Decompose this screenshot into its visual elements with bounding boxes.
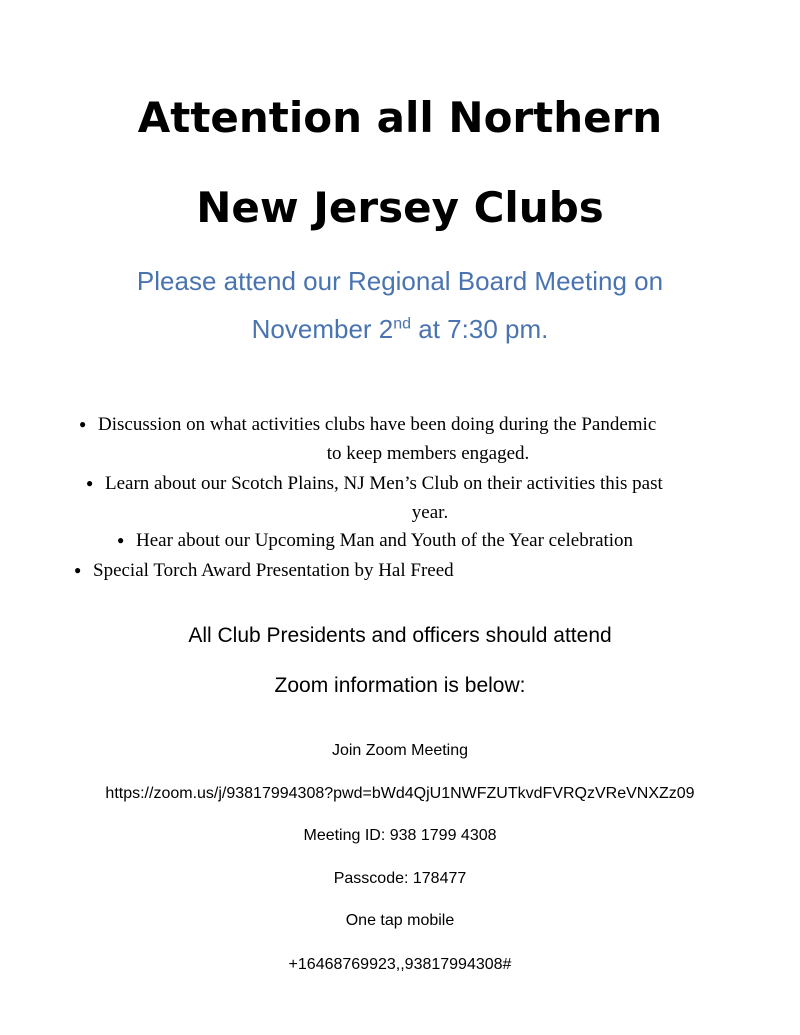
agenda-item-discussion xyxy=(79,410,758,464)
agenda-item-text-continued: to keep members engaged. xyxy=(326,443,530,464)
subheading-line-1: Please attend our Regional Board Meeting on xyxy=(136,266,664,296)
agenda-item-text: Special Torch Award Presentation by Hal Freed xyxy=(93,560,454,581)
bullet-icon: ● xyxy=(74,563,82,577)
meeting-time: at 7:30 pm. xyxy=(411,314,549,344)
zoom-one-tap-label: One tap mobile xyxy=(345,912,455,929)
bullet-icon: ● xyxy=(86,476,94,490)
date-ordinal-suffix: nd xyxy=(393,315,412,333)
agenda-item-man-youth-of-year xyxy=(117,526,736,555)
zoom-intro: Zoom information is below: xyxy=(274,674,526,697)
bullet-icon: ● xyxy=(117,533,125,547)
subheading-line-2 xyxy=(0,313,800,345)
agenda-item-text: Discussion on what activities clubs have been doing during the Pandemic xyxy=(98,414,657,435)
zoom-join-label: Join Zoom Meeting xyxy=(331,742,469,759)
heading-line-1: Attention all Northern xyxy=(137,93,663,142)
zoom-meeting-id: Meeting ID: 938 1799 4308 xyxy=(303,827,497,844)
agenda-item-torch-award xyxy=(74,556,693,585)
agenda-item-text-continued: year. xyxy=(411,502,449,523)
agenda-item-text: Hear about our Upcoming Man and Youth of the Year celebration xyxy=(136,530,634,551)
zoom-meeting-link[interactable]: https://zoom.us/j/93817994308?pwd=bWd4QjU1NWFZUTkvdFVRQzVReVNXZz09 xyxy=(105,785,695,802)
attendance-note: All Club Presidents and officers should attend xyxy=(188,624,612,647)
bullet-icon: ● xyxy=(79,417,87,431)
agenda-item-text: Learn about our Scotch Plains, NJ Men’s Club on their activities this past xyxy=(105,473,663,494)
heading-line-2: New Jersey Clubs xyxy=(196,183,604,232)
zoom-passcode: Passcode: 178477 xyxy=(333,870,467,887)
zoom-one-tap-number: +16468769923,,93817994308# xyxy=(288,956,512,973)
meeting-date: November 2 xyxy=(251,314,394,344)
agenda-item-scotch-plains xyxy=(86,469,755,523)
